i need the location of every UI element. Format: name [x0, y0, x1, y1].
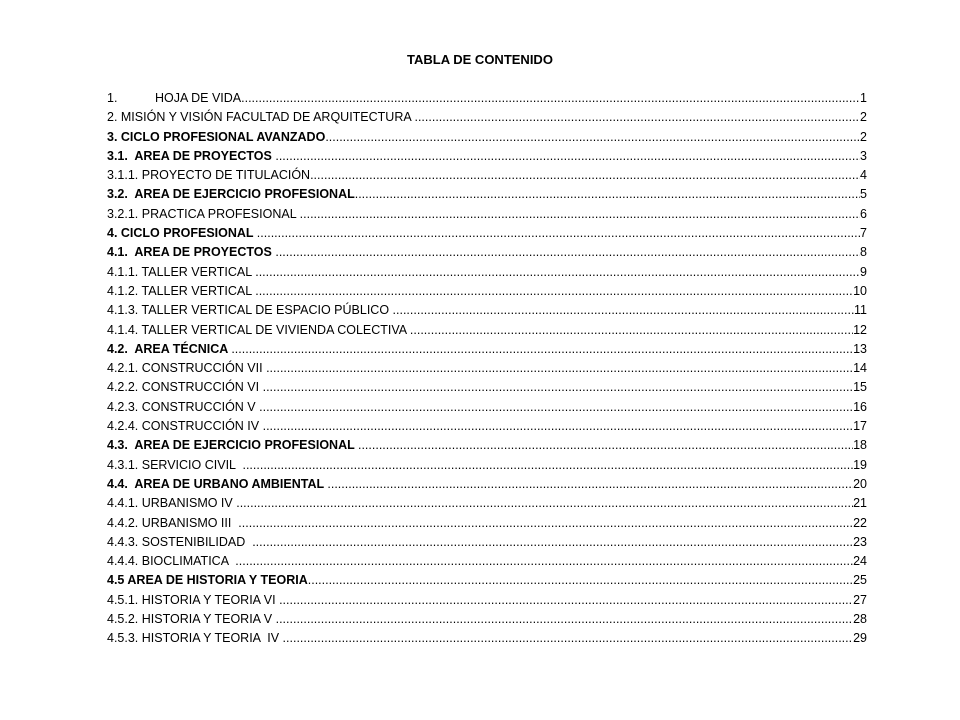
toc-entry-title: 4.5 AREA DE HISTORIA Y TEORIA: [107, 573, 308, 588]
toc-dot-leader: [263, 378, 854, 397]
toc-page-number: 2: [860, 129, 867, 144]
toc-page-number: 11: [854, 303, 867, 318]
toc-entry-label: [107, 475, 327, 494]
toc-page-number: 18: [853, 438, 867, 453]
toc-entry[interactable]: [107, 494, 867, 513]
toc-page-number: 20: [853, 476, 867, 491]
toc-entry-title: 4. CICLO PROFESIONAL: [107, 226, 257, 241]
toc-entry-label: [107, 629, 283, 648]
toc-dot-leader: [257, 224, 860, 243]
toc-dot-leader: [393, 301, 854, 320]
toc-entry[interactable]: [107, 398, 867, 417]
toc-entry[interactable]: [107, 340, 867, 359]
toc-entry-title: 4.2.3. CONSTRUCCIÓN V: [107, 399, 260, 414]
toc-dot-leader: [242, 456, 853, 475]
toc-entry-title: 4.1.4. TALLER VERTICAL DE VIVIENDA COLECTIVA: [107, 322, 410, 337]
toc-entry-title: 4.3.1. SERVICIO CIVIL: [107, 457, 243, 472]
toc-page-number: 8: [860, 245, 867, 260]
toc-entry-title: 4.1.1. TALLER VERTICAL: [107, 264, 256, 279]
toc-entry[interactable]: [107, 417, 867, 436]
toc-dot-leader: [410, 321, 853, 340]
toc-page-number: 13: [853, 341, 867, 356]
toc-entry-label: [107, 571, 308, 590]
toc-entry-title: 3. CICLO PROFESIONAL AVANZADO: [107, 129, 326, 144]
toc-dot-leader: [236, 494, 853, 513]
toc-page-number: 23: [853, 534, 867, 549]
toc-page-number: 1: [860, 91, 867, 105]
toc-entry-title: 4.2. AREA TÉCNICA: [107, 341, 232, 356]
toc-entry[interactable]: [107, 321, 867, 340]
toc-entry[interactable]: [107, 456, 867, 475]
toc-page-number: 24: [853, 554, 867, 569]
toc-page-number: 28: [853, 612, 867, 627]
toc-entry-title: 4.1. AREA DE PROYECTOS: [107, 245, 276, 260]
toc-dot-leader: [255, 263, 860, 282]
toc-entry-label: [107, 128, 325, 147]
toc-entry[interactable]: [107, 128, 867, 147]
toc-entry-label: [107, 456, 242, 475]
toc-entry[interactable]: [107, 166, 867, 185]
toc-dot-leader: [252, 533, 853, 552]
table-of-contents: [107, 89, 867, 649]
toc-entry-label: [107, 205, 300, 224]
toc-entry-number: 1.: [107, 91, 118, 105]
toc-page-number: 4: [860, 168, 867, 183]
toc-dot-leader: [308, 571, 853, 590]
toc-entry-title: 4.5.1. HISTORIA Y TEORIA VI: [107, 592, 280, 607]
toc-page-number: 29: [853, 631, 867, 646]
toc-entry-label: [107, 185, 355, 204]
toc-entry-title: 2. MISIÓN Y VISIÓN FACULTAD DE ARQUITECTURA: [107, 110, 415, 125]
toc-entry-title: 4.3. AREA DE EJERCICIO PROFESIONAL: [107, 438, 358, 453]
toc-dot-leader: [238, 514, 853, 533]
toc-entry-label: [107, 301, 393, 320]
toc-page-number: 9: [860, 264, 867, 279]
toc-dot-leader: [241, 89, 860, 108]
toc-dot-leader: [275, 243, 860, 262]
toc-entry-label: [107, 514, 238, 533]
toc-dot-leader: [279, 591, 853, 610]
toc-entry-title: 4.2.2. CONSTRUCCIÓN VI: [107, 380, 263, 395]
toc-entry-label: [107, 378, 263, 397]
toc-entry-label: [107, 591, 279, 610]
toc-dot-leader: [414, 108, 860, 127]
toc-page-number: 17: [853, 419, 867, 434]
toc-page-number: 7: [860, 226, 867, 241]
toc-entry-title: 4.4.2. URBANISMO III: [107, 515, 239, 530]
toc-entry[interactable]: [107, 533, 867, 552]
toc-entry-label: [107, 359, 266, 378]
toc-entry-label: [107, 282, 255, 301]
toc-entry[interactable]: [107, 629, 867, 648]
toc-entry-label: [107, 552, 235, 571]
toc-entry-label: [107, 436, 358, 455]
toc-entry-title: 4.4.1. URBANISMO IV: [107, 496, 237, 511]
toc-entry-label: [107, 89, 241, 108]
toc-entry[interactable]: [107, 89, 867, 108]
toc-dot-leader: [266, 359, 853, 378]
toc-entry-label: [107, 610, 276, 629]
toc-dot-leader: [327, 475, 853, 494]
toc-dot-leader: [358, 436, 853, 455]
toc-entry[interactable]: [107, 514, 867, 533]
toc-entry-title: 4.5.3. HISTORIA Y TEORIA IV: [107, 631, 283, 646]
toc-entry-label: [107, 263, 255, 282]
toc-entry-title: 4.1.2. TALLER VERTICAL: [107, 283, 256, 298]
toc-entry-label: [107, 243, 275, 262]
toc-entry-label: [107, 417, 263, 436]
toc-entry[interactable]: [107, 436, 867, 455]
toc-entry-label: [107, 108, 414, 127]
toc-page-number: 21: [853, 496, 867, 511]
toc-entry[interactable]: [107, 359, 867, 378]
toc-page-number: 19: [853, 457, 867, 472]
toc-entry-title: 4.2.4. CONSTRUCCIÓN IV: [107, 419, 263, 434]
toc-entry[interactable]: [107, 205, 867, 224]
toc-entry-title: 3.1. AREA DE PROYECTOS: [107, 148, 276, 163]
toc-dot-leader: [275, 147, 860, 166]
toc-entry-label: [107, 398, 259, 417]
toc-entry[interactable]: [107, 224, 867, 243]
toc-page-number: 5: [860, 187, 867, 202]
toc-page-number: 22: [853, 515, 867, 530]
toc-dot-leader: [325, 128, 860, 147]
toc-dot-leader: [310, 166, 860, 185]
toc-dot-leader: [300, 205, 860, 224]
toc-entry-label: [107, 166, 310, 185]
toc-entry-label: [107, 147, 275, 166]
toc-entry-title: 3.2.1. PRACTICA PROFESIONAL: [107, 206, 300, 221]
toc-entry[interactable]: [107, 185, 867, 204]
toc-page-number: 3: [860, 148, 867, 163]
toc-entry[interactable]: [107, 571, 867, 590]
toc-entry-title: 4.5.2. HISTORIA Y TEORIA V: [107, 612, 276, 627]
toc-entry[interactable]: [107, 147, 867, 166]
page-title: TABLA DE CONTENIDO: [407, 52, 553, 67]
toc-entry-title: 3.2. AREA DE EJERCICIO PROFESIONAL: [107, 187, 355, 202]
toc-dot-leader: [255, 282, 853, 301]
toc-dot-leader: [231, 340, 853, 359]
toc-entry[interactable]: [107, 552, 867, 571]
toc-entry[interactable]: [107, 263, 867, 282]
toc-entry-title: 3.1.1. PROYECTO DE TITULACIÓN: [107, 168, 311, 183]
toc-entry-label: [107, 340, 231, 359]
toc-entry-label: [107, 321, 410, 340]
toc-entry-title: 4.4.4. BIOCLIMATICA: [107, 554, 236, 569]
toc-page-number: 16: [853, 399, 867, 414]
toc-dot-leader: [355, 185, 860, 204]
toc-entry[interactable]: [107, 610, 867, 629]
toc-entry[interactable]: [107, 591, 867, 610]
toc-page-number: 2: [860, 110, 867, 125]
toc-page-number: 10: [853, 283, 867, 298]
toc-page-number: 12: [853, 322, 867, 337]
toc-entry[interactable]: [107, 243, 867, 262]
toc-entry-label: [107, 494, 236, 513]
toc-dot-leader: [259, 398, 853, 417]
toc-entry-title: 4.4. AREA DE URBANO AMBIENTAL: [107, 476, 328, 491]
toc-entry-title: HOJA DE VIDA: [155, 91, 242, 105]
toc-dot-leader: [235, 552, 853, 571]
toc-entry[interactable]: [107, 301, 867, 320]
toc-entry-title: 4.2.1. CONSTRUCCIÓN VII: [107, 361, 267, 376]
toc-page-number: 6: [860, 206, 867, 221]
toc-dot-leader: [283, 629, 854, 648]
toc-page-number: 14: [853, 361, 867, 376]
toc-entry[interactable]: [107, 475, 867, 494]
toc-entry-label: [107, 533, 252, 552]
toc-entry[interactable]: [107, 108, 867, 127]
toc-entry[interactable]: [107, 378, 867, 397]
toc-entry[interactable]: [107, 282, 867, 301]
toc-entry-title: 4.4.3. SOSTENIBILIDAD: [107, 534, 253, 549]
toc-page-number: 25: [853, 573, 867, 588]
toc-entry-title: 4.1.3. TALLER VERTICAL DE ESPACIO PÚBLICO: [107, 303, 393, 318]
toc-dot-leader: [276, 610, 853, 629]
toc-page-number: 27: [853, 592, 867, 607]
toc-page-number: 15: [853, 380, 867, 395]
toc-dot-leader: [263, 417, 854, 436]
toc-entry-label: [107, 224, 257, 243]
